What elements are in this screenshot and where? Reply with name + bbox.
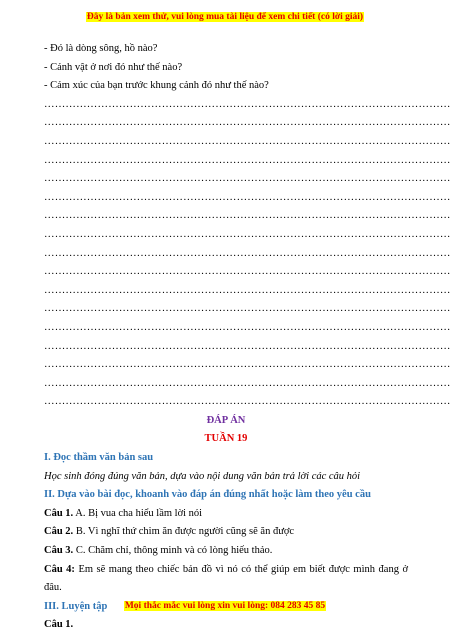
answer-line: …………………………………………………………………………………………………… bbox=[44, 154, 451, 166]
answer-line: …………………………………………………………………………………………………… bbox=[44, 173, 451, 185]
preview-banner-text: Đây là bản xem thử, vui lòng mua tài liệu để xem chi tiết (có lời giải) bbox=[86, 12, 364, 22]
answer-text: A. Bị vua cha hiểu lầm lời nói bbox=[73, 507, 203, 519]
answer-item-1 bbox=[44, 505, 408, 524]
answer-line: …………………………………………………………………………………………………… bbox=[44, 359, 451, 371]
answer-label: Câu 1. bbox=[44, 507, 74, 519]
answer-line: …………………………………………………………………………………………………… bbox=[44, 340, 451, 352]
answer-item-4-continuation: đâu. bbox=[44, 582, 62, 594]
answer-label: Câu 3. bbox=[44, 545, 74, 557]
answer-item-4 bbox=[44, 561, 408, 580]
answer-line: …………………………………………………………………………………………………… bbox=[44, 303, 451, 315]
answer-item-2 bbox=[44, 523, 408, 542]
section-3-heading: III. Luyện tập bbox=[44, 600, 108, 612]
answer-line: …………………………………………………………………………………………………… bbox=[44, 210, 451, 222]
answer-label: Câu 4: bbox=[44, 563, 75, 575]
week-title: TUẦN 19 bbox=[204, 433, 248, 445]
document-body bbox=[44, 40, 451, 635]
answer-line: …………………………………………………………………………………………………… bbox=[44, 117, 451, 129]
answer-text: C. Chăm chỉ, thông minh và có lòng hiếu thảo. bbox=[73, 545, 273, 557]
answer-line: …………………………………………………………………………………………………… bbox=[44, 228, 451, 240]
answer-lines bbox=[44, 96, 451, 412]
answer-line: …………………………………………………………………………………………………… bbox=[44, 284, 451, 296]
contact-banner-text: Mọi thắc mắc vui lòng xin vui lòng: 084 283 45 85 bbox=[124, 601, 326, 611]
answer-line: …………………………………………………………………………………………………… bbox=[44, 377, 451, 389]
question-scenery: - Cảnh vật ở nơi đó như thế nào? bbox=[44, 61, 183, 73]
preview-banner bbox=[0, 12, 450, 22]
section-2-heading: II. Dựa vào bài đọc, khoanh vào đáp án đúng nhất hoặc làm theo yêu cầu bbox=[44, 489, 371, 501]
section-1-heading: I. Đọc thầm văn bản sau bbox=[44, 452, 154, 464]
section-1-text: Học sinh đóng đúng văn bản, dựa vào nội dung văn bản trả lời các câu hỏi bbox=[44, 470, 361, 482]
answer-label: Câu 2. bbox=[44, 526, 74, 538]
practice-item-1: Câu 1. bbox=[44, 619, 74, 631]
question-feelings: - Cảm xúc của bạn trước khung cảnh đó như thế nào? bbox=[44, 80, 269, 92]
answer-line: …………………………………………………………………………………………………… bbox=[44, 266, 451, 278]
answer-line: …………………………………………………………………………………………………… bbox=[44, 98, 451, 110]
answer-line: …………………………………………………………………………………………………… bbox=[44, 321, 451, 333]
question-river-name: - Đó là dòng sông, hồ nào? bbox=[44, 43, 158, 54]
answer-text: Em sẽ mang theo chiếc bản đồ vì nó có thể giúp em biết được mình đang ở bbox=[74, 563, 409, 575]
answer-key-title: ĐÁP ÁN bbox=[206, 414, 246, 426]
answer-text: B. Vì nghĩ thứ chim ăn được người cũng sẽ ăn được bbox=[73, 526, 295, 538]
answer-line: …………………………………………………………………………………………………… bbox=[44, 191, 451, 203]
answer-item-3 bbox=[44, 542, 408, 561]
answer-line: …………………………………………………………………………………………………… bbox=[44, 135, 451, 147]
answer-line: …………………………………………………………………………………………………… bbox=[44, 247, 451, 259]
contact-banner bbox=[0, 601, 450, 611]
answer-line: …………………………………………………………………………………………………… bbox=[44, 396, 451, 408]
